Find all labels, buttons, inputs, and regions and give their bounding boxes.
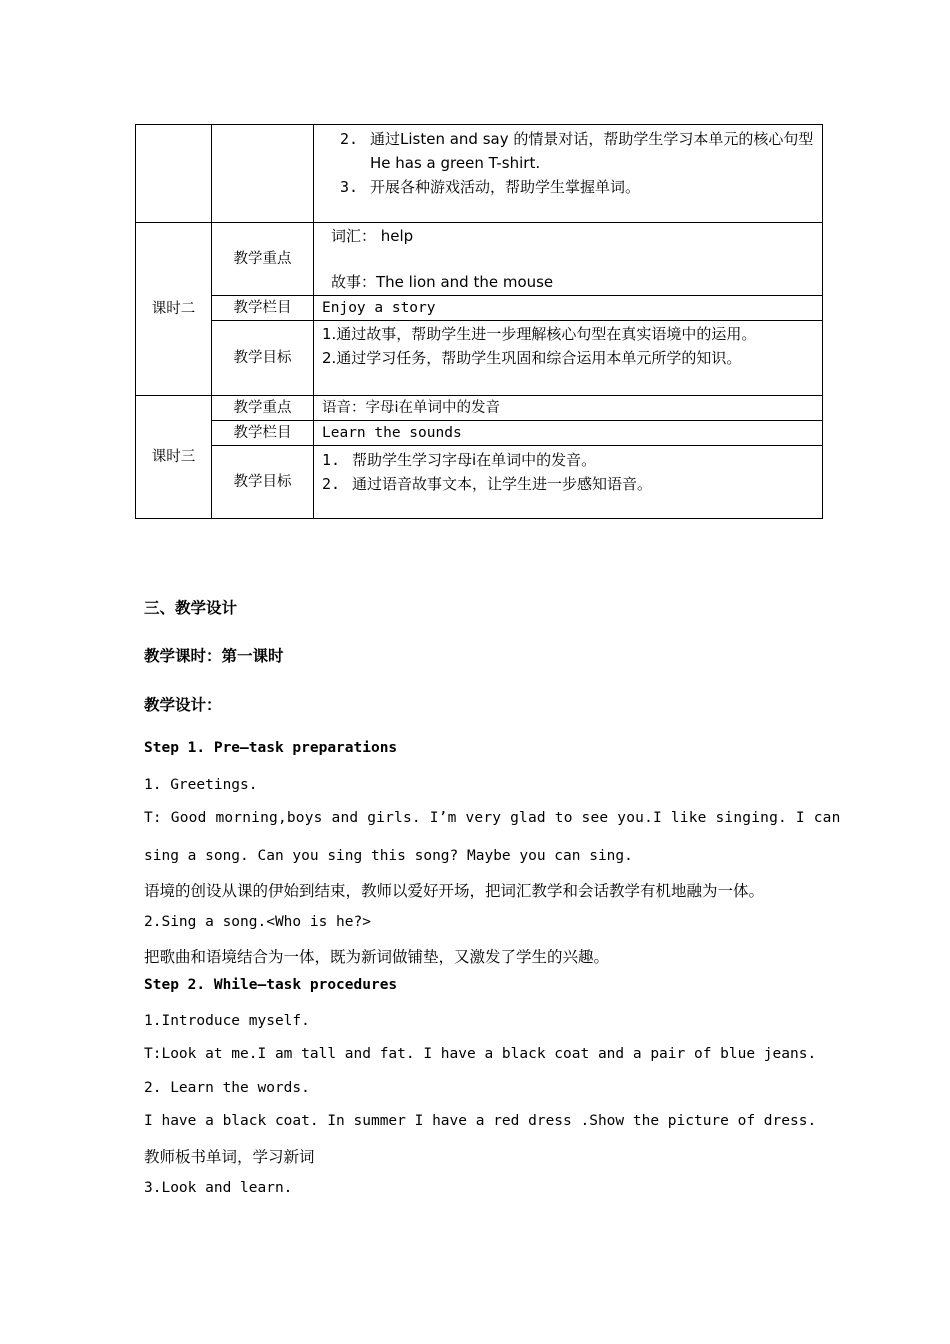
teaching-note: 语境的创设从课的伊始到结束，教师以爱好开场，把词汇教学和会话教学有机地融为一体。 — [144, 882, 765, 900]
table-row — [136, 446, 823, 519]
column-label: 教学栏目 — [212, 421, 314, 446]
step2-item-look-learn: 3.Look and learn. — [144, 1180, 293, 1196]
column-label: 教学栏目 — [212, 296, 314, 321]
list-item: 2. 通过语音故事文本，让学生进一步感知语音。 — [322, 475, 653, 493]
step1-heading: Step 1. Pre—task preparations — [144, 740, 398, 756]
list-item: 3. 开展各种游戏活动，帮助学生掌握单词。 — [340, 178, 641, 196]
table-row — [136, 125, 823, 223]
focus-label: 教学重点 — [212, 223, 314, 296]
table-cell-empty — [212, 125, 314, 223]
dialogue-line: T:Look at me.I am tall and fat. I have a black coat and a pair of blue jeans. — [144, 1046, 817, 1062]
column-value: Learn the sounds — [314, 421, 823, 446]
list-item: 2. 通过Listen and say 的情景对话，帮助学生学习本单元的核心句型He has a green T-shirt. — [340, 130, 814, 172]
teaching-note: 教师板书单词，学习新词 — [144, 1148, 315, 1166]
step2-item-words: 2. Learn the words. — [144, 1080, 310, 1096]
dialogue-line: I have a black coat. In summer I have a red dress .Show the picture of dress. — [144, 1113, 817, 1129]
design-heading: 教学设计： — [144, 696, 222, 714]
dialogue-line: T: Good morning,boys and girls. I’m very glad to see you.I like singing. I can — [144, 810, 841, 826]
table-row — [136, 296, 823, 321]
lesson-two-label: 课时二 — [136, 223, 212, 396]
step2-heading: Step 2. While—task procedures — [144, 977, 398, 993]
focus-label: 教学重点 — [212, 396, 314, 421]
step1-item-song: 2.Sing a song.<Who is he?> — [144, 914, 371, 930]
lesson-heading: 教学课时：第一课时 — [144, 647, 284, 665]
step1-item-greetings: 1. Greetings. — [144, 777, 258, 793]
table-row — [136, 223, 823, 296]
column-value: Enjoy a story — [314, 296, 823, 321]
lesson-three-label: 课时三 — [136, 396, 212, 519]
goal-value: 1.通过故事，帮助学生进一步理解核心句型在真实语境中的运用。 2.通过学习任务，帮助学生巩固和综合运用本单元所学的知识。 — [314, 321, 823, 396]
focus-value: 词汇： help 故事：The lion and the mouse — [314, 223, 823, 296]
section-heading: 三、教学设计 — [144, 599, 238, 617]
focus-value: 语音：字母i在单词中的发音 — [314, 396, 823, 421]
table-cell-empty — [136, 125, 212, 223]
dialogue-line: sing a song. Can you sing this song? Maybe you can sing. — [144, 848, 633, 864]
lesson-plan-table — [135, 124, 823, 519]
objectives-cell — [314, 125, 823, 223]
list-item: 1. 帮助学生学习字母i在单词中的发音。 — [322, 451, 597, 469]
goal-value — [314, 446, 823, 519]
table-row — [136, 396, 823, 421]
table-row — [136, 321, 823, 396]
goal-label: 教学目标 — [212, 321, 314, 396]
step2-item-introduce: 1.Introduce myself. — [144, 1013, 310, 1029]
table-row — [136, 421, 823, 446]
teaching-note: 把歌曲和语境结合为一体，既为新词做铺垫，又激发了学生的兴趣。 — [144, 948, 610, 966]
goal-label: 教学目标 — [212, 446, 314, 519]
